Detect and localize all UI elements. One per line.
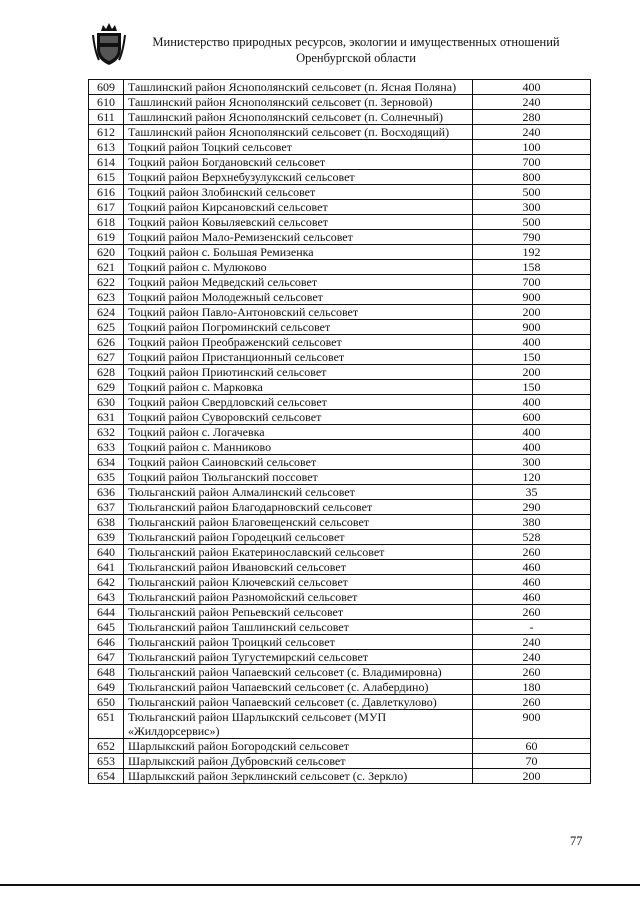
table-row bbox=[89, 185, 591, 200]
settlement-name: Ташлинский район Яснополянский сельсовет (п. Зерновой) bbox=[124, 95, 473, 110]
row-value: 150 bbox=[473, 350, 591, 365]
row-number: 635 bbox=[89, 470, 124, 485]
table-body bbox=[89, 80, 591, 784]
row-value: 180 bbox=[473, 680, 591, 695]
row-number: 638 bbox=[89, 515, 124, 530]
row-value: 460 bbox=[473, 575, 591, 590]
row-value: 70 bbox=[473, 754, 591, 769]
table-row bbox=[89, 545, 591, 560]
table-row bbox=[89, 650, 591, 665]
document-header bbox=[130, 34, 582, 66]
row-number: 642 bbox=[89, 575, 124, 590]
row-number: 643 bbox=[89, 590, 124, 605]
row-value: 380 bbox=[473, 515, 591, 530]
row-value: 400 bbox=[473, 335, 591, 350]
settlement-name: Тоцкий район Ковыляевский сельсовет bbox=[124, 215, 473, 230]
table-row bbox=[89, 245, 591, 260]
row-value: 158 bbox=[473, 260, 591, 275]
row-number: 619 bbox=[89, 230, 124, 245]
table-row bbox=[89, 155, 591, 170]
row-number: 629 bbox=[89, 380, 124, 395]
row-number: 628 bbox=[89, 365, 124, 380]
settlement-name: Тоцкий район с. Логачевка bbox=[124, 425, 473, 440]
row-value: 240 bbox=[473, 125, 591, 140]
settlement-name: Тоцкий район Молодежный сельсовет bbox=[124, 290, 473, 305]
settlement-name: Тоцкий район Пристанционный сельсовет bbox=[124, 350, 473, 365]
row-number: 613 bbox=[89, 140, 124, 155]
settlement-table bbox=[88, 79, 591, 784]
row-number: 632 bbox=[89, 425, 124, 440]
settlement-name: Тоцкий район Тоцкий сельсовет bbox=[124, 140, 473, 155]
settlement-name: Тюльганский район Городецкий сельсовет bbox=[124, 530, 473, 545]
row-value: 900 bbox=[473, 290, 591, 305]
row-number: 651 bbox=[89, 710, 124, 739]
settlement-name: Тюльганский район Алмалинский сельсовет bbox=[124, 485, 473, 500]
row-value: 400 bbox=[473, 425, 591, 440]
row-value: 790 bbox=[473, 230, 591, 245]
table-row bbox=[89, 769, 591, 784]
row-number: 650 bbox=[89, 695, 124, 710]
table-row bbox=[89, 260, 591, 275]
table-row bbox=[89, 515, 591, 530]
row-value: 60 bbox=[473, 739, 591, 754]
row-value: 300 bbox=[473, 455, 591, 470]
row-number: 615 bbox=[89, 170, 124, 185]
row-value: 260 bbox=[473, 605, 591, 620]
table-row bbox=[89, 305, 591, 320]
row-number: 623 bbox=[89, 290, 124, 305]
settlement-name: Тюльганский район Тугустемирский сельсовет bbox=[124, 650, 473, 665]
settlement-name: Тоцкий район Павло-Антоновский сельсовет bbox=[124, 305, 473, 320]
table-row bbox=[89, 530, 591, 545]
table-row bbox=[89, 335, 591, 350]
table-row bbox=[89, 635, 591, 650]
header-region: Оренбургской области bbox=[296, 51, 416, 65]
settlement-name: Тоцкий район с. Марковка bbox=[124, 380, 473, 395]
row-number: 625 bbox=[89, 320, 124, 335]
row-number: 649 bbox=[89, 680, 124, 695]
table-row bbox=[89, 170, 591, 185]
row-number: 622 bbox=[89, 275, 124, 290]
table-row bbox=[89, 80, 591, 95]
row-value: 460 bbox=[473, 560, 591, 575]
settlement-name: Тюльганский район Разномойский сельсовет bbox=[124, 590, 473, 605]
row-number: 616 bbox=[89, 185, 124, 200]
table-row bbox=[89, 665, 591, 680]
row-number: 610 bbox=[89, 95, 124, 110]
table-row bbox=[89, 350, 591, 365]
table-row bbox=[89, 95, 591, 110]
settlement-name: Тюльганский район Троицкий сельсовет bbox=[124, 635, 473, 650]
row-value: 800 bbox=[473, 170, 591, 185]
row-number: 652 bbox=[89, 739, 124, 754]
row-value: 400 bbox=[473, 440, 591, 455]
row-value: 120 bbox=[473, 470, 591, 485]
row-number: 630 bbox=[89, 395, 124, 410]
table-row bbox=[89, 380, 591, 395]
settlement-name: Тоцкий район Верхнебузулукский сельсовет bbox=[124, 170, 473, 185]
settlement-name: Тюльганский район Ключевский сельсовет bbox=[124, 575, 473, 590]
settlement-name: Тоцкий район Богдановский сельсовет bbox=[124, 155, 473, 170]
row-number: 637 bbox=[89, 500, 124, 515]
row-number: 639 bbox=[89, 530, 124, 545]
settlement-name: Тюльганский район Ивановский сельсовет bbox=[124, 560, 473, 575]
row-number: 644 bbox=[89, 605, 124, 620]
settlement-name: Тоцкий район Мало-Ремизенский сельсовет bbox=[124, 230, 473, 245]
table-row bbox=[89, 560, 591, 575]
row-number: 647 bbox=[89, 650, 124, 665]
settlement-name: Тоцкий район Суворовский сельсовет bbox=[124, 410, 473, 425]
table-row bbox=[89, 140, 591, 155]
row-value: 192 bbox=[473, 245, 591, 260]
row-number: 618 bbox=[89, 215, 124, 230]
settlement-name: Тюльганский район Репьевский сельсовет bbox=[124, 605, 473, 620]
row-value: 240 bbox=[473, 635, 591, 650]
row-value: 35 bbox=[473, 485, 591, 500]
row-value: 528 bbox=[473, 530, 591, 545]
row-value: 200 bbox=[473, 365, 591, 380]
page-number: 77 bbox=[570, 834, 583, 848]
row-number: 614 bbox=[89, 155, 124, 170]
settlement-name: Шарлыкский район Дубровский сельсовет bbox=[124, 754, 473, 769]
row-value: 300 bbox=[473, 200, 591, 215]
table-row bbox=[89, 395, 591, 410]
row-value: 500 bbox=[473, 215, 591, 230]
settlement-name: Ташлинский район Яснополянский сельсовет (п. Солнечный) bbox=[124, 110, 473, 125]
row-number: 648 bbox=[89, 665, 124, 680]
settlement-name: Ташлинский район Яснополянский сельсовет (п. Ясная Поляна) bbox=[124, 80, 473, 95]
table-row bbox=[89, 470, 591, 485]
table-row bbox=[89, 275, 591, 290]
table-row bbox=[89, 605, 591, 620]
settlement-name: Тоцкий район Саиновский сельсовет bbox=[124, 455, 473, 470]
table-row bbox=[89, 365, 591, 380]
settlement-name: Тоцкий район с. Мулюково bbox=[124, 260, 473, 275]
table-row bbox=[89, 320, 591, 335]
settlement-name: Тоцкий район Медведский сельсовет bbox=[124, 275, 473, 290]
bottom-rule bbox=[0, 884, 640, 886]
row-number: 641 bbox=[89, 560, 124, 575]
row-number: 640 bbox=[89, 545, 124, 560]
settlement-name: Тюльганский район Шарлыкский сельсовет (МУП «Жилдорсервис») bbox=[124, 710, 473, 739]
row-value: 240 bbox=[473, 650, 591, 665]
row-number: 612 bbox=[89, 125, 124, 140]
table-row bbox=[89, 739, 591, 754]
row-value: 400 bbox=[473, 80, 591, 95]
table-row bbox=[89, 200, 591, 215]
table-row bbox=[89, 290, 591, 305]
row-value: 900 bbox=[473, 320, 591, 335]
row-value: - bbox=[473, 620, 591, 635]
row-value: 260 bbox=[473, 545, 591, 560]
row-number: 646 bbox=[89, 635, 124, 650]
row-value: 260 bbox=[473, 695, 591, 710]
row-number: 633 bbox=[89, 440, 124, 455]
row-value: 240 bbox=[473, 95, 591, 110]
table-row bbox=[89, 230, 591, 245]
row-value: 260 bbox=[473, 665, 591, 680]
settlement-name: Тоцкий район с. Большая Ремизенка bbox=[124, 245, 473, 260]
row-number: 620 bbox=[89, 245, 124, 260]
row-number: 624 bbox=[89, 305, 124, 320]
row-number: 631 bbox=[89, 410, 124, 425]
row-value: 150 bbox=[473, 380, 591, 395]
row-number: 609 bbox=[89, 80, 124, 95]
row-number: 611 bbox=[89, 110, 124, 125]
settlement-name: Тоцкий район Преображенский сельсовет bbox=[124, 335, 473, 350]
table-row bbox=[89, 455, 591, 470]
row-number: 654 bbox=[89, 769, 124, 784]
row-number: 636 bbox=[89, 485, 124, 500]
row-value: 500 bbox=[473, 185, 591, 200]
table-row bbox=[89, 110, 591, 125]
row-number: 621 bbox=[89, 260, 124, 275]
settlement-name: Тюльганский район Благовещенский сельсовет bbox=[124, 515, 473, 530]
settlement-name: Тоцкий район Приютинский сельсовет bbox=[124, 365, 473, 380]
settlement-name: Тюльганский район Чапаевский сельсовет (с. Алабердино) bbox=[124, 680, 473, 695]
table-row bbox=[89, 500, 591, 515]
table-row bbox=[89, 485, 591, 500]
row-value: 290 bbox=[473, 500, 591, 515]
row-value: 900 bbox=[473, 710, 591, 739]
row-number: 645 bbox=[89, 620, 124, 635]
row-value: 200 bbox=[473, 305, 591, 320]
settlement-name: Тоцкий район Погроминский сельсовет bbox=[124, 320, 473, 335]
row-number: 634 bbox=[89, 455, 124, 470]
table-row bbox=[89, 575, 591, 590]
row-number: 626 bbox=[89, 335, 124, 350]
settlement-name: Тоцкий район Злобинский сельсовет bbox=[124, 185, 473, 200]
settlement-name: Тоцкий район Свердловский сельсовет bbox=[124, 395, 473, 410]
table-row bbox=[89, 754, 591, 769]
table-row bbox=[89, 590, 591, 605]
header-ministry: Министерство природных ресурсов, экологии и имущественных отношений bbox=[152, 35, 560, 49]
table-row bbox=[89, 440, 591, 455]
settlement-name: Шарлыкский район Зерклинский сельсовет (с. Зеркло) bbox=[124, 769, 473, 784]
row-value: 400 bbox=[473, 395, 591, 410]
table-row bbox=[89, 710, 591, 739]
settlement-name: Тоцкий район Тюльганский поссовет bbox=[124, 470, 473, 485]
row-value: 700 bbox=[473, 155, 591, 170]
row-value: 100 bbox=[473, 140, 591, 155]
table-row bbox=[89, 125, 591, 140]
table-row bbox=[89, 620, 591, 635]
settlement-name: Тоцкий район Кирсановский сельсовет bbox=[124, 200, 473, 215]
row-number: 627 bbox=[89, 350, 124, 365]
table-row bbox=[89, 215, 591, 230]
row-value: 280 bbox=[473, 110, 591, 125]
table-row bbox=[89, 695, 591, 710]
settlement-name: Тоцкий район с. Манниково bbox=[124, 440, 473, 455]
table-row bbox=[89, 680, 591, 695]
row-number: 653 bbox=[89, 754, 124, 769]
settlement-name: Тюльганский район Благодарновский сельсовет bbox=[124, 500, 473, 515]
settlement-name: Тюльганский район Чапаевский сельсовет (с. Давлеткулово) bbox=[124, 695, 473, 710]
row-value: 200 bbox=[473, 769, 591, 784]
row-number: 617 bbox=[89, 200, 124, 215]
row-value: 460 bbox=[473, 590, 591, 605]
coat-of-arms-icon bbox=[92, 22, 126, 66]
settlement-name: Тюльганский район Екатеринославский сельсовет bbox=[124, 545, 473, 560]
row-value: 700 bbox=[473, 275, 591, 290]
settlement-name: Тюльганский район Чапаевский сельсовет (с. Владимировна) bbox=[124, 665, 473, 680]
settlement-name: Шарлыкский район Богородский сельсовет bbox=[124, 739, 473, 754]
row-value: 600 bbox=[473, 410, 591, 425]
table-row bbox=[89, 410, 591, 425]
settlement-name: Тюльганский район Ташлинский сельсовет bbox=[124, 620, 473, 635]
settlement-name: Ташлинский район Яснополянский сельсовет (п. Восходящий) bbox=[124, 125, 473, 140]
table-row bbox=[89, 425, 591, 440]
